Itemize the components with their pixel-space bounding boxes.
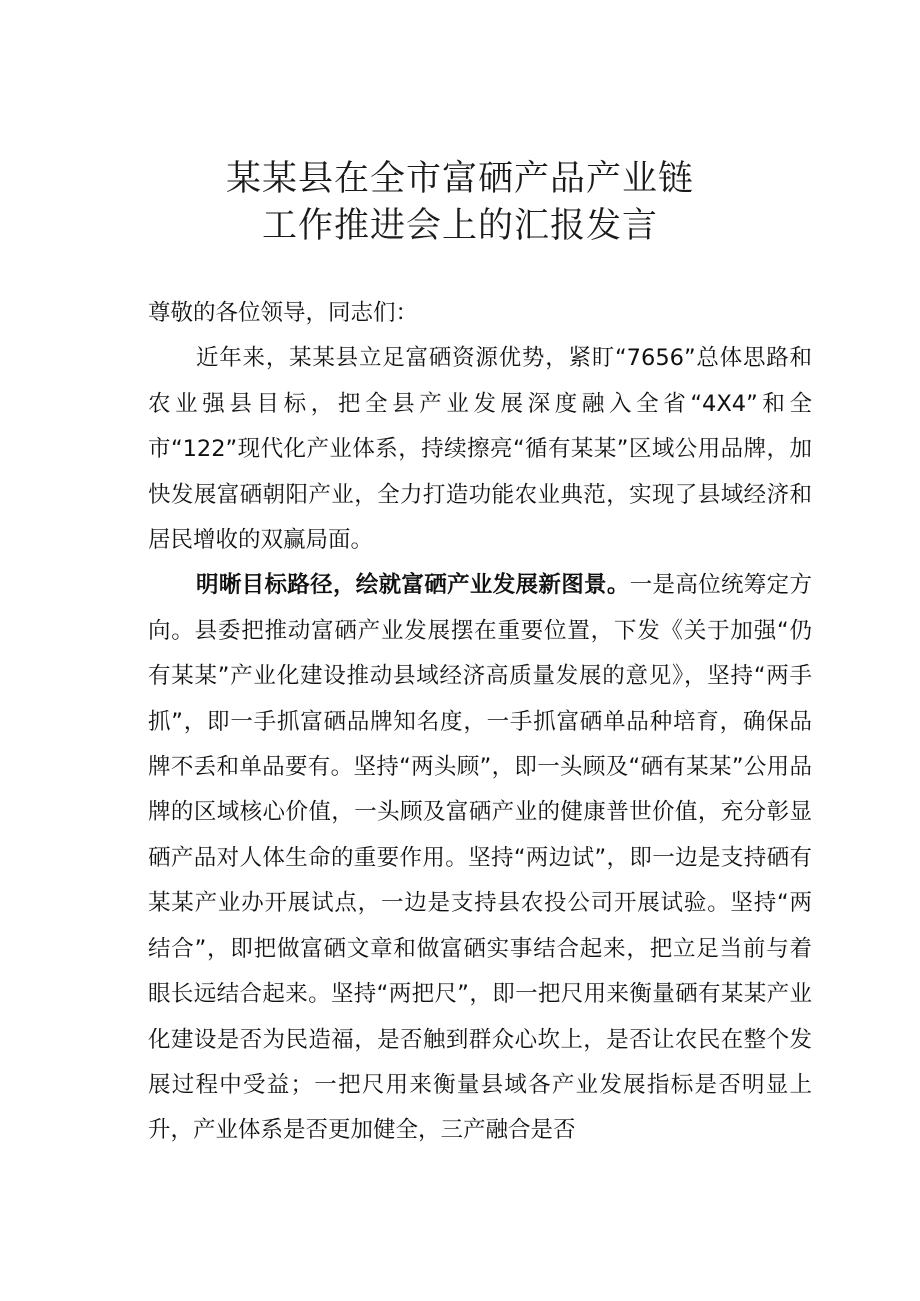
document-title [120,156,800,250]
document-body [148,291,812,1154]
section-1-text: 一是高位统筹定方向。县委把推动富硒产业发展摆在重要位置，下发《关于加强“仍有某某”产业化建设推动县域经济高质量发展的意见》，坚持“两手抓”，即一手抓富硒品牌知名度，一手抓富硒单品种培育，确保品牌不丢和单品要有。坚持“两头顾”，即一头顾及“硒有某某”公用品牌的区域核心价值，一头顾及富硒产业的健康普世价值，充分彰显硒产品对人体生命的重要作用。坚持“两边试”，即一边是支持硒有某某产业办开展试点，一边是支持县农投公司开展试验。坚持“两结合”，即把做富硒文章和做富硒实事结合起来，把立足当前与着眼长远结合起来。坚持“两把尺”，即一把尺用来衡量硒有某某产业化建设是否为民造福，是否触到群众心坎上，是否让农民在整个发展过程中受益；一把尺用来衡量县域各产业发展指标是否明显上升，产业体系是否更加健全，三产融合是否 [148,572,812,1144]
section-1-paragraph [148,563,812,1153]
title-line-1: 某某县在全市富硒产品产业链 [225,159,694,199]
section-1-heading: 明晰目标路径，绘就富硒产业发展新图景。 [196,572,630,599]
salutation: 尊敬的各位领导，同志们： [148,300,419,326]
title-line-2: 工作推进会上的汇报发言 [261,206,658,246]
intro-paragraph: 近年来，某某县立足富硒资源优势，紧盯“7656”总体思路和农业强县目标，把全县产业发展深度融入全省“4X4”和全市“122”现代化产业体系，持续擦亮“循有某某”区域公用品牌，加快发展富硒朝阳产业，全力打造功能农业典范，实现了县域经济和居民增收的双赢局面。 [148,345,812,554]
